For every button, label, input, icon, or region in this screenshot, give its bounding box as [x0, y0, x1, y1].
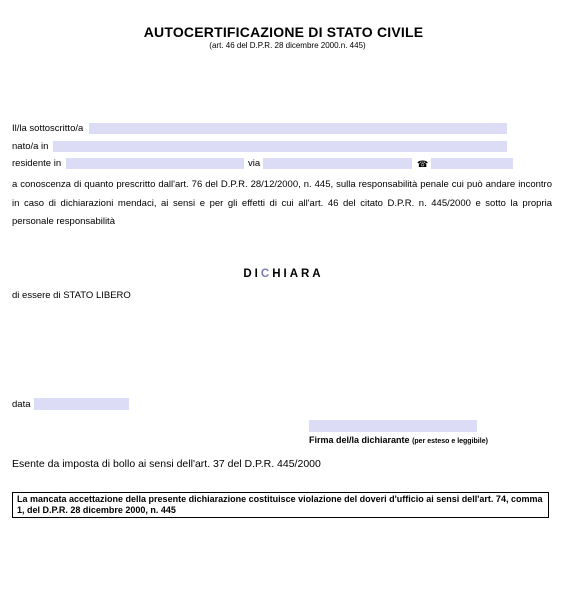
nato-field[interactable] — [53, 141, 507, 152]
notice-box: La mancata accettazione della presente dichiarazione costituisce violazione del doveri d'ufficio ai sensi dell'art. 74, comma 1, del D.P.R. 28 dicembre 2000, n. 445 — [12, 492, 549, 518]
document-subtitle: (art. 46 del D.P.R. 28 dicembre 2000.n. 445) — [209, 41, 366, 50]
firma-field[interactable] — [309, 420, 477, 432]
firma-label — [309, 435, 488, 445]
firma-note: (per esteso e leggibile) — [412, 438, 488, 445]
esente-text: Esente da imposta di bollo ai sensi dell'art. 37 del D.P.R. 445/2000 — [12, 458, 321, 470]
sottoscritto-field[interactable] — [89, 123, 507, 134]
dichiara-post: HIARA — [272, 268, 324, 280]
sottoscritto-label: Il/la sottoscritto/a — [12, 123, 84, 134]
statement-text: di essere di STATO LIBERO — [12, 290, 131, 301]
data-label: data — [12, 399, 31, 410]
document-title: AUTOCERTIFICAZIONE DI STATO CIVILE — [143, 24, 424, 40]
nato-label: nato/a in — [12, 141, 49, 152]
telefono-field[interactable] — [431, 158, 513, 169]
dichiara-mid: C — [260, 268, 273, 280]
via-label: via — [248, 158, 261, 169]
data-field[interactable] — [34, 398, 129, 410]
residente-label: residente in — [12, 158, 62, 169]
declaration-paragraph: a conoscenza di quanto prescritto dall'art. 76 del D.P.R. 28/12/2000, n. 445, sulla responsabilità penale cui può andare incontro in caso di dichiarazioni mendaci, ai sensi e per gli effetti di cui all'art. 46 del citato D.P.R. n. 445/2000 e sotto la propria personale responsabilità — [12, 179, 552, 228]
firma-label-text: Firma del/la dichiarante — [309, 435, 410, 445]
residente-field[interactable] — [66, 158, 244, 169]
via-field[interactable] — [263, 158, 412, 169]
telephone-icon: ☎ — [417, 159, 429, 169]
dichiara-heading — [0, 268, 567, 280]
dichiara-pre: DI — [243, 268, 261, 280]
